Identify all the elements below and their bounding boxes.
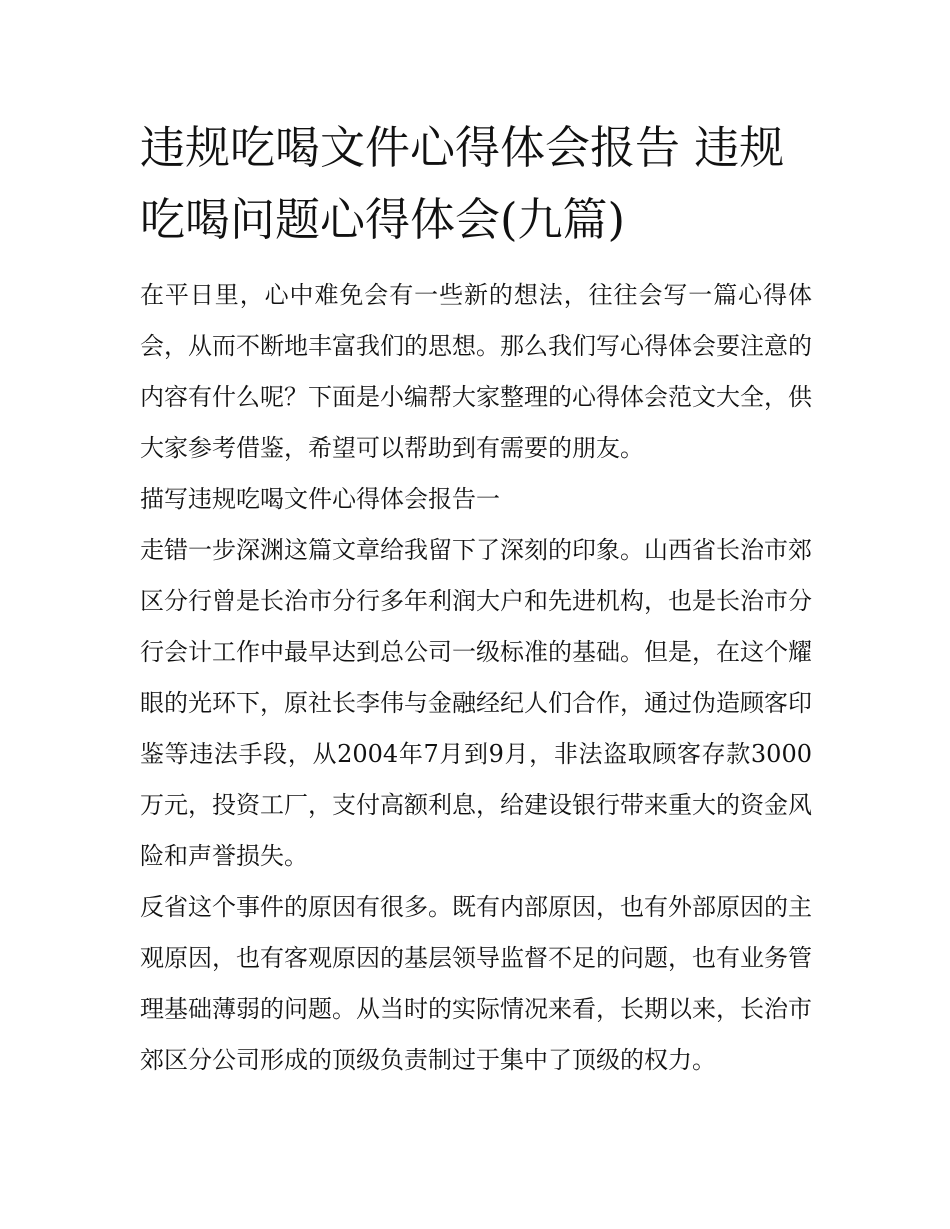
document-page [140, 112, 812, 1086]
body-paragraph-1: 走错一步深渊这篇文章给我留下了深刻的印象。山西省长治市郊区分行曾是长治市分行多年利润大户和先进机构，也是长治市分行会计工作中最早达到总公司一级标准的基础。但是，在这个耀眼的光环下，原社长李伟与金融经纪人们合作，通过伪造顾客印鉴等违法手段，从2004年7月到9月，非法盗取顾客存款3000万元，投资工厂，支付高额利息，给建设银行带来重大的资金风险和声誉损失。 [140, 536, 812, 870]
intro-paragraph: 在平日里，心中难免会有一些新的想法，往往会写一篇心得体会，从而不断地丰富我们的思想。那么我们写心得体会要注意的内容有什么呢？下面是小编帮大家整理的心得体会范文大全，供大家参考借鉴，希望可以帮助到有需要的朋友。 [140, 281, 812, 462]
body-paragraph-2: 反省这个事件的原因有很多。既有内部原因，也有外部原因的主观原因，也有客观原因的基层领导监督不足的问题，也有业务管理基础薄弱的问题。从当时的实际情况来看，长期以来，长治市郊区分公司形成的顶级负责制过于集中了顶级的权力。 [140, 893, 812, 1074]
section-heading: 描写违规吃喝文件心得体会报告一 [140, 485, 500, 513]
document-title: 违规吃喝文件心得体会报告 违规吃喝问题心得体会(九篇) [140, 121, 785, 246]
